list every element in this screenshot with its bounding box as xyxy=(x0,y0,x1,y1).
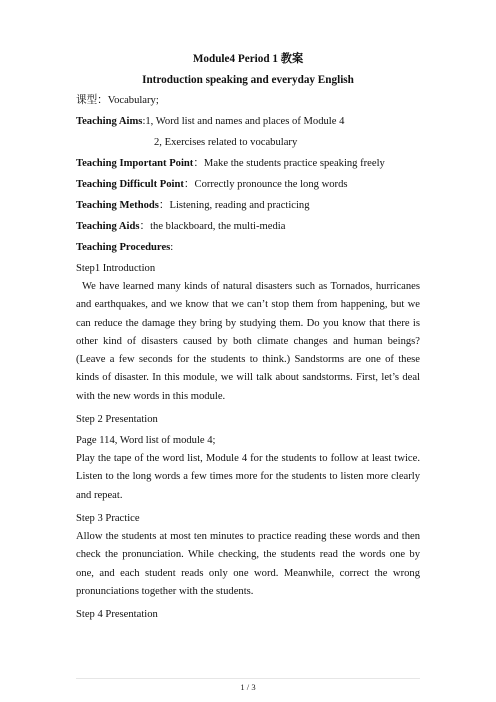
important-point-value: ：Make the students practice speaking freely xyxy=(193,158,385,169)
teaching-methods-label: Teaching Methods xyxy=(76,200,159,211)
step2-paragraph: Play the tape of the word list, Module 4 for the students to follow at least twice. Listen to the long words a few times more for the students to listen more clearly and repeat. xyxy=(76,453,420,501)
document-body xyxy=(76,52,420,622)
teaching-procedures-colon: : xyxy=(170,242,174,253)
teaching-aims-line-2 xyxy=(76,136,420,150)
page-indicator: 1 / 3 xyxy=(240,682,256,692)
teaching-aids-value: ：the blackboard, the multi-media xyxy=(139,221,286,232)
lesson-type-line xyxy=(76,94,420,108)
document-subtitle: Introduction speaking and everyday English xyxy=(142,74,354,86)
important-point-line xyxy=(76,157,420,171)
step3-paragraph: Allow the students at most ten minutes to practice reading these words and then check the pronunciation. While checking, the students read the words one by one, and each student reads only one word. Meanwhile, correct the wrong pronunciations together with the students. xyxy=(76,530,420,597)
step1-heading: Step1 Introduction xyxy=(76,263,156,274)
footer-divider xyxy=(76,678,420,679)
teaching-procedures-line xyxy=(76,241,420,255)
teaching-aims-line xyxy=(76,115,420,129)
teaching-aims-label: Teaching Aims xyxy=(76,116,143,127)
teaching-methods-value: ：Listening, reading and practicing xyxy=(158,200,310,211)
teaching-methods-line xyxy=(76,199,420,213)
important-point-label: Teaching Important Point xyxy=(76,158,194,169)
difficult-point-label: Teaching Difficult Point xyxy=(76,179,184,190)
step2-heading: Step 2 Presentation xyxy=(76,414,158,426)
step1-paragraph: We have learned many kinds of natural disasters such as Tornados, hurricanes and earthquakes, and we know that we can’t stop them from happening, but we can reduce the damage they bring by studying them. Do you know that there is other kind of disasters caused by both climate changes and human beings? (Leave a few seconds for the students to think.) Sandstorms are one of these kinds of disaster. In this module, we will talk about sandstorms. First, let’s deal with the new words in this module. xyxy=(76,281,420,402)
lesson-type-label: 课型： xyxy=(76,95,108,106)
lesson-type-value: Vocabulary; xyxy=(107,95,159,106)
step4-heading: Step 4 Presentation xyxy=(76,609,158,621)
difficult-point-line xyxy=(76,178,420,192)
difficult-point-value: ：Correctly pronounce the long words xyxy=(183,179,348,190)
teaching-procedures-label: Teaching Procedures xyxy=(76,242,171,253)
step3-heading: Step 3 Practice xyxy=(76,512,140,524)
document-title: Module4 Period 1 教案 xyxy=(192,53,304,65)
teaching-aims-value-2: 2, Exercises related to vocabulary xyxy=(154,137,298,148)
teaching-aids-label: Teaching Aids xyxy=(76,221,140,232)
teaching-aids-line xyxy=(76,220,420,234)
teaching-aims-value-1: :1, Word list and names and places of Module 4 xyxy=(142,116,345,127)
step2-word-list-line: Page 114, Word list of module 4; xyxy=(76,435,216,447)
